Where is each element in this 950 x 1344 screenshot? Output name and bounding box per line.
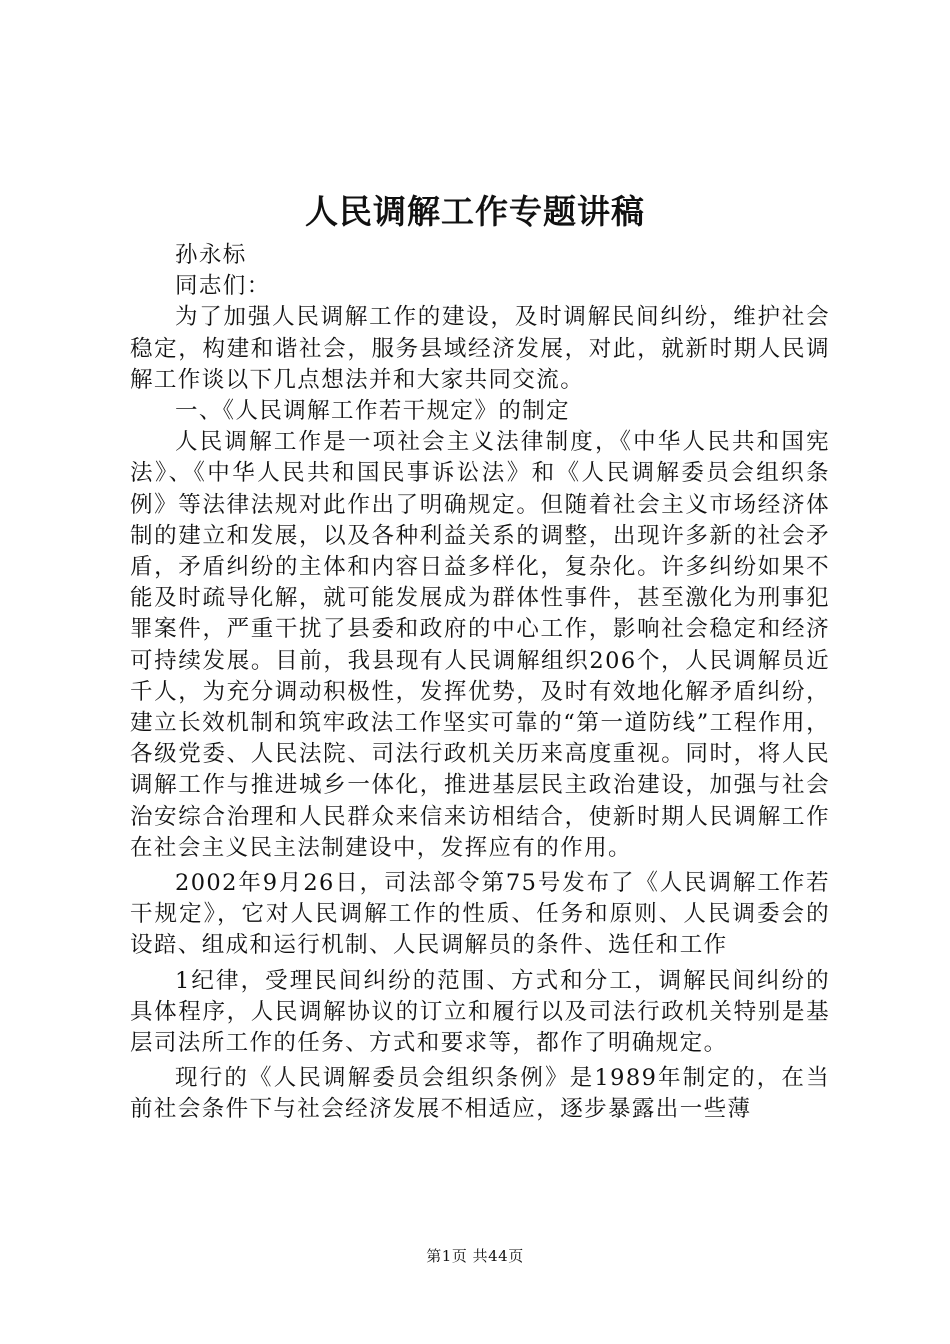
- paragraph-intro: 为了加强人民调解工作的建设，及时调解民间纠纷，维护社会稳定，构建和谐社会，服务县域经济发展，对此，就新时期人民调解工作谈以下几点想法并和大家共同交流。: [130, 304, 830, 393]
- paragraph-current-regulation: 现行的《人民调解委员会组织条例》是1989年制定的，在当前社会条件下与社会经济发展不相适应，逐步暴露出一些薄: [130, 1065, 830, 1123]
- author-line: 孙永标: [175, 242, 247, 268]
- page-number: 第1页 共44页: [426, 1247, 524, 1265]
- paragraph-regulation: 2002年9月26日，司法部令第75号发布了《人民调解工作若干规定》，它对人民调解工作的性质、任务和原则、人民调委会的设踣、组成和运行机制、人民调解员的条件、选任和工作: [130, 870, 830, 959]
- document-body: [130, 240, 830, 1126]
- paragraph-background: 人民调解工作是一项社会主义法律制度，《中华人民共和国宪法》、《中华人民共和国民事诉讼法》和《人民调解委员会组织条例》等法律法规对此作出了明确规定。但随着社会主义市场经济体制的建立和发展，以及各种利益关系的调整，出现许多新的社会矛盾，矛盾纠纷的主体和内容日益多样化，复杂化。许多纠纷如果不能及时疏导化解，就可能发展成为群体性事件，甚至激化为刑事犯罪案件，严重干扰了县委和政府的中心工作，影响社会稳定和经济可持续发展。目前，我县现有人民调解组织206个，人民调解员近千人，为充分调动积极性，发挥优势，及时有效地化解矛盾纠纷，建立长效机制和筑牢政法工作坚实可靠的“第一道防线”工程作用，各级党委、人民法院、司法行政机关历来高度重视。同时，将人民调解工作与推进城乡一体化，推进基层民主政治建设，加强与社会治安综合治理和人民群众来信来访相结合，使新时期人民调解工作在社会主义民主法制建设中，发挥应有的作用。: [130, 429, 830, 861]
- section-heading: 一、《人民调解工作若干规定》的制定: [175, 398, 571, 425]
- salutation-line: 同志们：: [175, 273, 271, 300]
- document-title: 人民调解工作专题讲稿: [305, 192, 645, 231]
- paragraph-discipline: 1纪律，受理民间纠纷的范围、方式和分工，调解民间纠纷的具体程序，人民调解协议的订立和履行以及司法行政机关特别是基层司法所工作的任务、方式和要求等，都作了明确规定。: [130, 967, 830, 1057]
